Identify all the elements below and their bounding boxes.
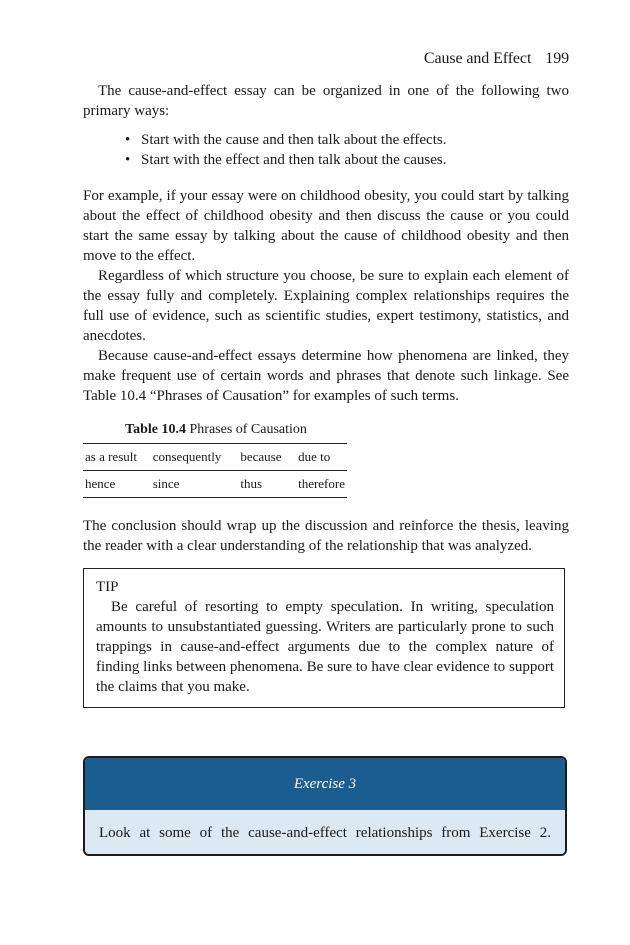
table-cell: because (238, 444, 296, 471)
conclusion-paragraph: The conclusion should wrap up the discussion and reinforce the thesis, leaving the reader with a clear understanding of the relationship that was analyzed. (83, 518, 569, 554)
phrases-table-block (83, 422, 349, 498)
running-title: Cause and Effect (423, 50, 532, 67)
intro-paragraph: The cause-and-effect essay can be organized in one of the following two primary ways: (83, 83, 569, 119)
table-cell: hence (83, 471, 151, 498)
table-caption-text: Phrases of Causation (189, 422, 307, 437)
tip-text: Be careful of resorting to empty speculation. In writing, speculation amounts to unsubstantiated guessing. Writers are particularly prone to such trappings in cause-and-effect arguments due to the complex nature of finding links between phenomena. Be sure to have clear evidence to support the claims that you make. (96, 599, 554, 695)
example-paragraph: For example, if your essay were on childhood obesity, you could start by talking about the effect of childhood obesity and then discuss the cause or you could start the same essay by talking about the cause of childhood obesity and then move to the effect. (83, 188, 569, 264)
table-cell: as a result (83, 444, 151, 471)
table-row (83, 444, 347, 471)
linkage-paragraph: Because cause-and-effect essays determine how phenomena are linked, they make frequent use of certain words and phrases that denote such linkage. See Table 10.4 “Phrases of Causation” for examples of such terms. (83, 348, 569, 404)
table-cell: consequently (151, 444, 239, 471)
table-row (83, 471, 347, 498)
exercise-body (85, 810, 565, 856)
conclusion-block (83, 516, 569, 556)
bullet-icon: • (125, 132, 131, 148)
exercise-box (83, 756, 567, 856)
bullet-icon: • (125, 152, 131, 168)
table-cell: thus (238, 471, 296, 498)
list-item: • Start with the effect and then talk about the causes. (125, 152, 447, 168)
table-cell: due to (296, 444, 347, 471)
table-cell: since (151, 471, 239, 498)
tip-title: TIP (96, 579, 119, 595)
page-number: 199 (545, 50, 569, 67)
structure-paragraph: Regardless of which structure you choose, be sure to explain each element of the essay fully and completely. Explaining complex relationships requires the full use of evidence, such as scientific studies, expert testimony, statistics, and anecdotes. (83, 268, 569, 344)
phrases-table (83, 443, 347, 498)
list-item: • Start with the cause and then talk about the effects. (125, 132, 447, 148)
body-paragraphs (83, 186, 569, 406)
exercise-title: Exercise 3 (293, 775, 357, 792)
table-caption (83, 422, 349, 438)
table-cell: therefore (296, 471, 347, 498)
exercise-header (85, 758, 565, 810)
intro-paragraph-block (83, 81, 569, 121)
table-number: Table 10.4 (125, 422, 186, 437)
structure-bullet-list (125, 130, 565, 170)
tip-box (83, 568, 565, 708)
running-header (83, 50, 569, 68)
exercise-text: Look at some of the cause-and-effect relationships from Exercise 2. (99, 824, 551, 841)
